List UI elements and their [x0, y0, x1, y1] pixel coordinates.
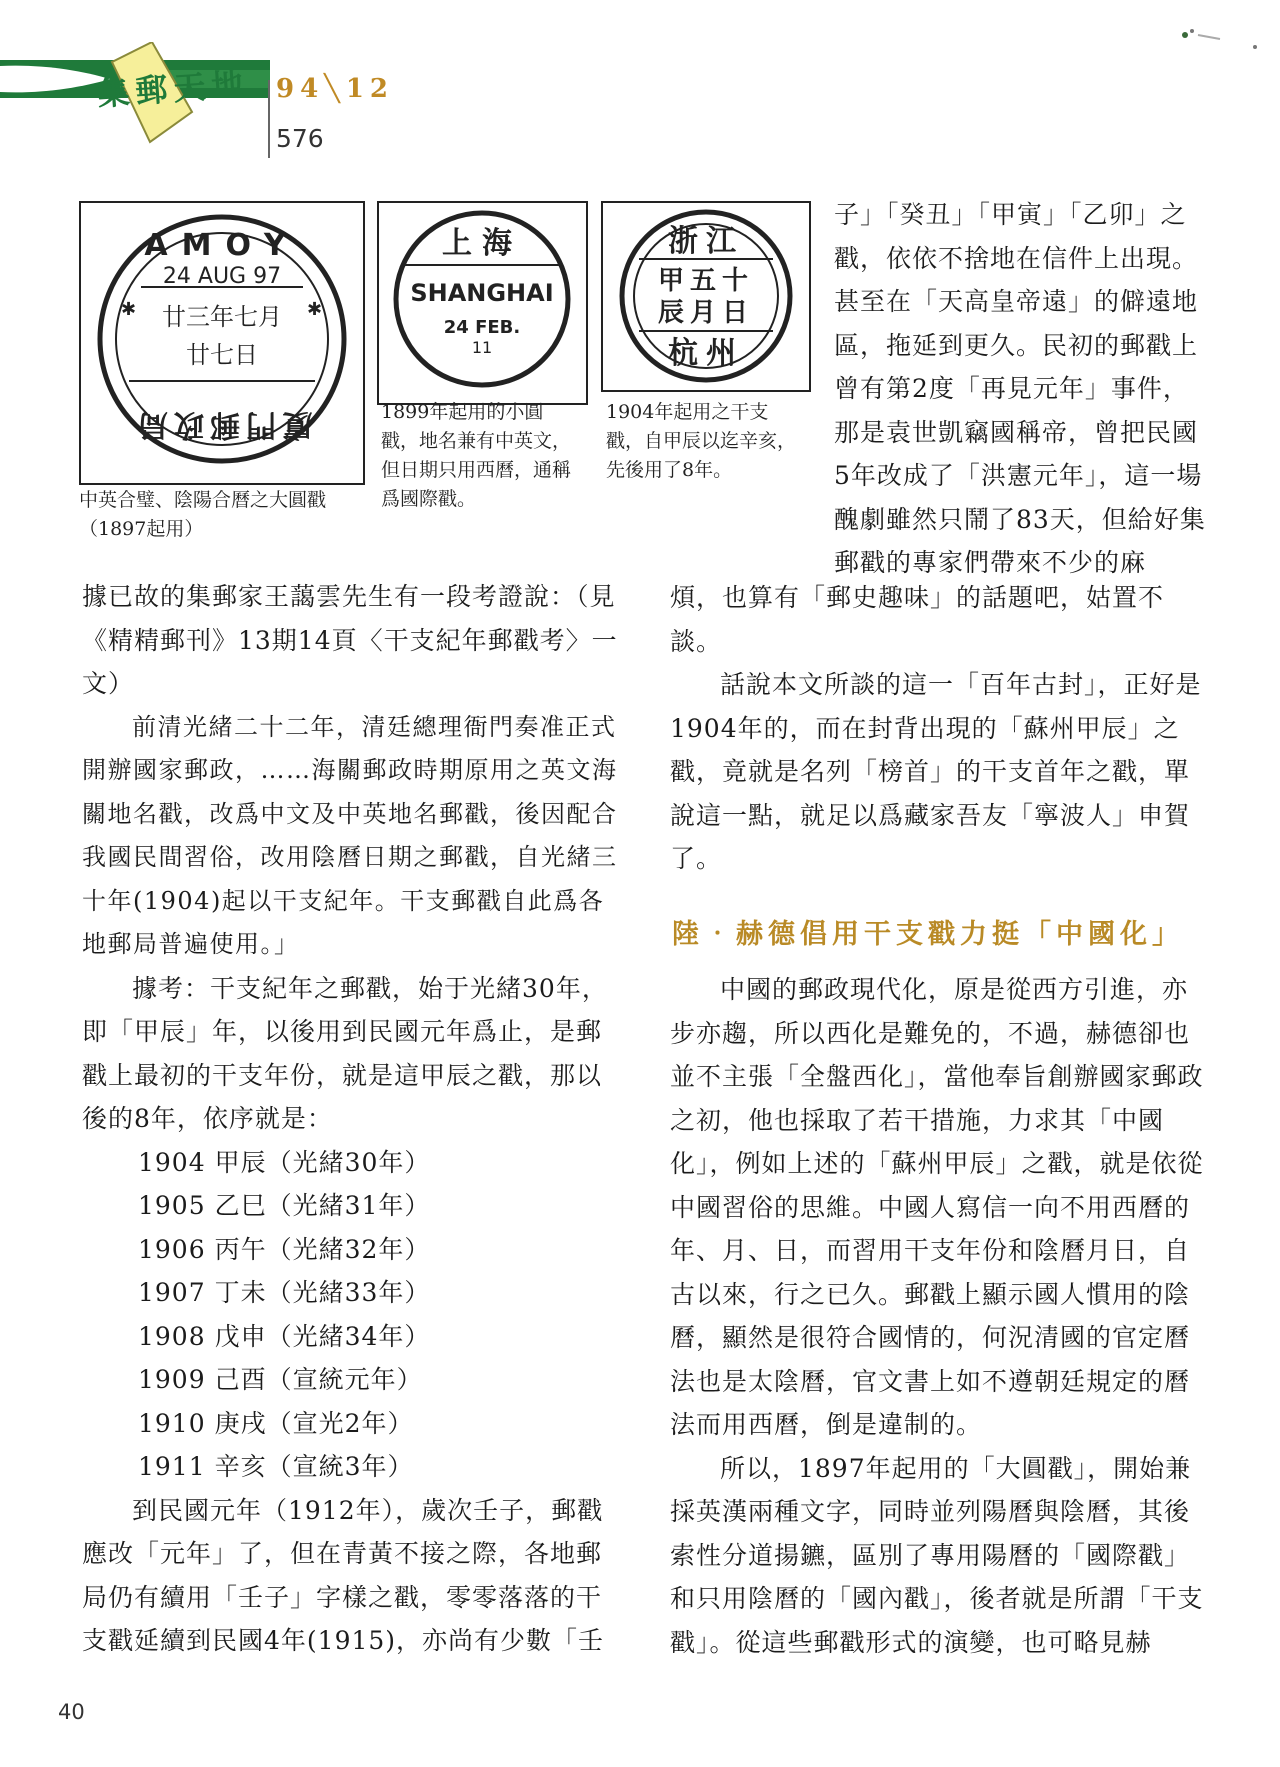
svg-text:✱: ✱ — [307, 299, 323, 320]
right-paragraph-2: 中國的郵政現代化，原是從西方引進，亦步亦趨，所以西化是難免的，不過，赫德卻也並不主張「全盤西化」，當他奉旨創辦國家郵政之初，他也採取了若干措施，力求其「中國化」，例如上述的「蘇州甲辰」之戳，就是依從中國習俗的思維。中國人寫信一向不用西曆的年、月、日，而習用干支年份和陰曆月日，自古以來，行之已久。郵戳上顯示國人慣用的陰曆，顯然是很符合國情的，何況清國的官定曆法也是太陰曆，官文書上如不遵朝廷規定的曆法而用西曆，倒是違制的。 — [670, 975, 1204, 1439]
shanghai-caption: 1899年起用的小圓戳，地名兼有中英文，但日期只用西曆，通稱爲國際戳。 — [381, 401, 572, 510]
amoy-stamp-lunar-2: 廿七日 — [186, 341, 258, 369]
hangzhou-stamp-mid-2: 辰月日 — [657, 298, 755, 328]
hangzhou-caption: 1904年起用之干支戳，自甲辰以迄辛亥，先後用了8年。 — [606, 401, 797, 481]
shanghai-postmark-figure — [377, 201, 588, 405]
header-divider — [268, 80, 270, 158]
year-list-item: 1911 辛亥（宣統3年） — [138, 1452, 414, 1481]
right-column-section — [670, 968, 1206, 1664]
hangzhou-stamp-bottom: 杭州 — [668, 336, 744, 371]
year-list-item: 1905 乙巳（光緒31年） — [138, 1191, 431, 1220]
amoy-postmark-figure — [79, 201, 365, 485]
left-column — [82, 575, 618, 1663]
hangzhou-stamp-top: 浙江 — [668, 224, 744, 259]
right-paragraph-1: 話說本文所談的這一「百年古封」，正好是1904年的，而在封背出現的「蘇州甲辰」之戳，竟就是名列「榜首」的干支首年之戳，單說這一點，就足以爲藏家吾友「寧波人」申賀了。 — [670, 670, 1202, 873]
shanghai-stamp-hour: 11 — [471, 338, 493, 357]
amoy-stamp-date: 24 AUG 97 — [162, 264, 282, 289]
year-list-item: 1906 丙午（光緒32年） — [138, 1234, 431, 1264]
right-paragraph-3: 所以，1897年起用的「大圓戳」，開始兼採英漢兩種文字，同時並列陽曆與陰曆，其後索性分道揚鑣，區別了專用陽曆的「國際戳」和只用陰曆的「國內戳」，後者就是所謂「干支戳」。從這些郵戳形式的演變，也可略見赫 — [670, 1453, 1204, 1657]
shanghai-postmark-image — [379, 203, 586, 403]
right-top-paragraph: 子」「癸丑」「甲寅」「乙卯」之戳，依依不捨地在信件上出現。甚至在「天高皇帝遠」的僻遠地區，拖延到更久。民初的郵戳上曾有第2度「再見元年」事件，那是袁世凱竊國稱帝，曾把民國5年改成了「洪憲元年」，這一場醜劇雖然只鬧了83天，但給好集郵戳的專家們帶來不少的麻 — [834, 200, 1206, 577]
year-list-item: 1904 甲辰（光緒30年） — [138, 1147, 431, 1177]
hangzhou-postmark-image — [603, 203, 809, 390]
issue-page-number: 576 — [276, 124, 324, 153]
shanghai-stamp-date: 24 FEB. — [443, 317, 521, 338]
right-column-top — [834, 193, 1206, 585]
quotation-text: 前清光緒二十二年，清廷總理衙門奏准正式開辦國家郵政，……海關郵政時期原用之英文海關地名戳，改爲中文及中英地名郵戳，後因配合我國民間習俗，改用陰曆日期之郵戳，自光緒三十年(1904)起以干支紀年。干支郵戳自此爲各地郵局普遍使用。」 — [82, 712, 618, 958]
svg-text:✱: ✱ — [121, 299, 137, 320]
left-paragraph-1: 據考：干支紀年之郵戳，始于光緒30年，即「甲辰」年，以後用到民國元年爲止，是郵戳上最初的干支年份，就是這甲辰之戳，那以後的8年，依序就是： — [82, 973, 608, 1133]
amoy-caption: 中英合璧、陰陽合曆之大圓戳（1897起用） — [79, 489, 327, 540]
year-list-item: 1909 己酉（宣統元年） — [138, 1365, 423, 1394]
year-list-item: 1907 丁未（光緒33年） — [138, 1278, 431, 1307]
logo-text: 集郵天地 — [96, 64, 251, 114]
hangzhou-postmark-figure — [601, 201, 811, 392]
ganzhi-year-list — [82, 1141, 618, 1489]
right-column-lower — [670, 576, 1206, 881]
amoy-postmark-image — [81, 203, 363, 483]
left-intro-paragraph: 據已故的集郵家王藹雲先生有一段考證說：（見《精精郵刊》13期14頁〈干支紀年郵戳考〉一文） — [82, 582, 618, 698]
year-list-item: 1908 戊申（光緒34年） — [138, 1321, 431, 1351]
year-list-item: 1910 庚戌（宣光2年） — [138, 1408, 414, 1438]
section-heading: 陸‧赫德倡用干支戳力挺「中國化」 — [672, 919, 1184, 950]
quotation-block — [82, 706, 618, 967]
right-continuation: 煩，也算有「郵史趣味」的話題吧，姑置不談。 — [670, 583, 1165, 656]
left-paragraph-2: 到民國元年（1912年），歲次壬子，郵戳應改「元年」了，但在青黃不接之際，各地郵局仍有續用「壬子」字樣之戳，零零落落的干支戳延續到民國4年(1915)，亦尚有少數「壬 — [82, 1495, 605, 1655]
amoy-stamp-top: AMOY — [144, 228, 300, 263]
amoy-stamp-bottom: 廈門郵政局 — [132, 407, 312, 442]
hangzhou-stamp-mid-1: 甲五十 — [657, 266, 755, 296]
shanghai-stamp-top: 上海 — [442, 226, 522, 261]
ink-specks — [1180, 25, 1270, 65]
amoy-stamp-lunar-1: 廿三年七月 — [162, 303, 282, 331]
shanghai-stamp-name: SHANGHAI — [410, 279, 554, 307]
issue-number: 94╲12 — [276, 74, 395, 104]
page-number: 40 — [58, 1700, 85, 1724]
